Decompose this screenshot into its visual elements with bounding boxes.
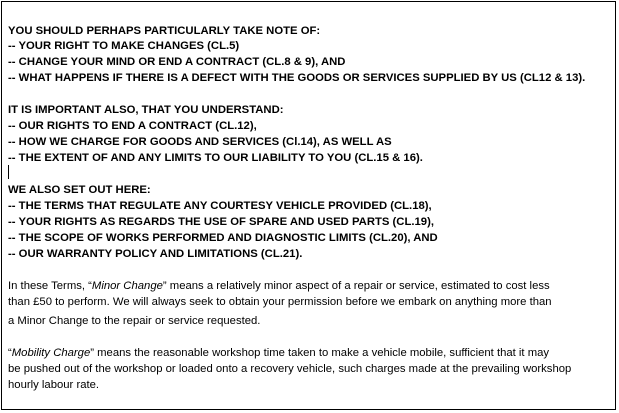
notice-item: -- CHANGE YOUR MIND OR END A CONTRACT (CL.8 & 9), AND — [8, 56, 346, 68]
mobility-charge-prefix: “ — [8, 347, 12, 359]
understand-item: -- HOW WE CHARGE FOR GOODS AND SERVICES (Cl.14), AS WELL AS — [8, 136, 392, 148]
mobility-charge-definition: ” means the reasonable workshop time taken to make a vehicle mobile, sufficient that it may — [90, 347, 550, 359]
minor-change-term: Minor Change — [91, 280, 163, 292]
understand-item: -- THE EXTENT OF AND ANY LIMITS TO OUR LIABILITY TO YOU (CL.15 & 16). — [8, 152, 423, 164]
setout-heading: WE ALSO SET OUT HERE: — [8, 184, 151, 196]
mobility-charge-line-1 — [8, 345, 549, 361]
minor-change-line-3: a Minor Change to the repair or service requested. — [8, 315, 261, 327]
minor-change-definition: ” means a relatively minor aspect of a repair or service, estimated to cost less — [162, 280, 550, 292]
minor-change-prefix: In these Terms, “ — [8, 280, 92, 292]
minor-change-line-1 — [8, 278, 550, 294]
understand-item: -- OUR RIGHTS TO END A CONTRACT (CL.12), — [8, 120, 257, 132]
understand-heading: IT IS IMPORTANT ALSO, THAT YOU UNDERSTAND: — [8, 104, 284, 116]
mobility-charge-line-3: hourly labour rate. — [8, 379, 100, 391]
setout-item: -- YOUR RIGHTS AS REGARDS THE USE OF SPARE AND USED PARTS (CL.19), — [8, 216, 434, 228]
text-cursor — [8, 165, 9, 179]
notice-heading: YOU SHOULD PERHAPS PARTICULARLY TAKE NOTE OF: — [8, 25, 321, 37]
setout-item: -- THE SCOPE OF WORKS PERFORMED AND DIAGNOSTIC LIMITS (CL.20), AND — [8, 232, 438, 244]
mobility-charge-line-2: be pushed out of the workshop or loaded onto a recovery vehicle, such charges made at the prevailing workshop — [8, 363, 572, 375]
notice-item: -- WHAT HAPPENS IF THERE IS A DEFECT WITH THE GOODS OR SERVICES SUPPLIED BY US (CL12 & 13). — [8, 72, 586, 84]
mobility-charge-term: Mobility Charge — [11, 347, 91, 359]
minor-change-line-2: than £50 to perform. We will always seek to obtain your permission before we embark on anything more than — [8, 296, 552, 308]
setout-item: -- THE TERMS THAT REGULATE ANY COURTESY VEHICLE PROVIDED (CL.18), — [8, 200, 432, 212]
setout-item: -- OUR WARRANTY POLICY AND LIMITATIONS (CL.21). — [8, 248, 303, 260]
notice-item: -- YOUR RIGHT TO MAKE CHANGES (CL.5) — [8, 40, 240, 52]
